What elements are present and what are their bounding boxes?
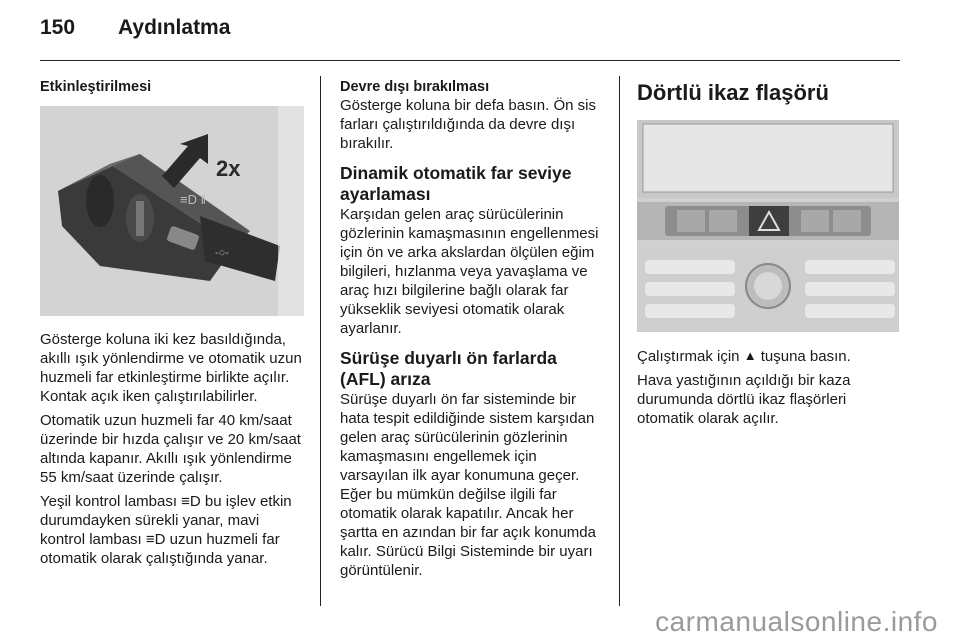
column-1 xyxy=(40,78,305,568)
paragraph: Hava yastığının açıldığı bir kaza durumunda dörtlü ikaz flaşörleri otomatik olarak açılır. xyxy=(637,372,851,427)
center-console-illustration xyxy=(637,120,899,332)
page-header xyxy=(40,16,230,40)
page-title: Aydınlatma xyxy=(118,16,231,39)
section-heading: Sürüşe duyarlı ön farlarda (AFL) arıza xyxy=(340,348,557,389)
section-subhead: Etkinleştirilmesi xyxy=(40,79,152,95)
column-divider xyxy=(320,76,321,606)
stalk-figure xyxy=(40,106,304,316)
page-number: 150 xyxy=(40,16,76,39)
warning-triangle-icon: ▲ xyxy=(743,348,757,363)
paragraph: Sürüşe duyarlı ön far sisteminde bir hata tespit edildiğinde sistem karşıdan gelen araç sürücülerinin gözlerinin kamaşmasını engellemek için varsayılan ilk ayar konumuna geçer. Eğer bu mümkün değilse ilgili far otomatik olarak kapatılır. Ancak her şartta en azından bir far açık konumda kalır. Sürücü Bilgi Sisteminde bir uyarı görüntülenir. xyxy=(340,391,596,579)
svg-text:≡D ‖: ≡D ‖ xyxy=(180,192,206,207)
section-heading: Dinamik otomatik far seviye ayarlaması xyxy=(340,163,572,204)
console-figure xyxy=(637,120,899,332)
paragraph: Karşıdan gelen araç sürücülerinin gözlerinin kamaşmasının engellenmesi için ön ve arka akslardan ölçülen eğim bilgileri, hızlanma veya yavaşlama ve araç hızı bilgilerine bağlı olarak far yükseklik seviyesi otomatik olarak ayarlanır. xyxy=(340,206,599,337)
paragraph: Çalıştırmak için ▲ tuşuna basın. xyxy=(637,348,851,365)
column-divider xyxy=(619,76,620,606)
header-rule xyxy=(40,60,900,61)
column-2 xyxy=(340,78,605,580)
section-subhead: Devre dışı bırakılması xyxy=(340,79,490,95)
section-heading: Dörtlü ikaz flaşörü xyxy=(637,80,829,105)
watermark: carmanualsonline.info xyxy=(655,606,938,637)
press-count-label: 2x xyxy=(216,156,241,181)
column-3 xyxy=(637,78,902,428)
paragraph: Gösterge koluna iki kez basıldığında, akıllı ışık yönlendirme ve otomatik uzun huzmeli far etkinleştirme birlikte açılır. Kontak açık iken çalıştırılabilirler. xyxy=(40,331,302,405)
paragraph: Gösterge koluna bir defa basın. Ön sis farları çalıştırıldığında da devre dışı bırakılır. xyxy=(340,97,596,152)
paragraph: Yeşil kontrol lambası ≡D bu işlev etkin durumdayken sürekli yanar, mavi kontrol lambası ≡D uzun huzmeli far otomatik olarak çalıştığında yanar. xyxy=(40,493,292,567)
svg-text:-○-: -○- xyxy=(215,247,229,259)
paragraph: Otomatik uzun huzmeli far 40 km/saat üzerinde bir hızda çalışır ve 20 km/saat altında kapanır. Akıllı ışık yönlendirme 55 km/saat üzerinde çalışır. xyxy=(40,412,301,486)
indicator-stalk-illustration xyxy=(40,106,304,316)
